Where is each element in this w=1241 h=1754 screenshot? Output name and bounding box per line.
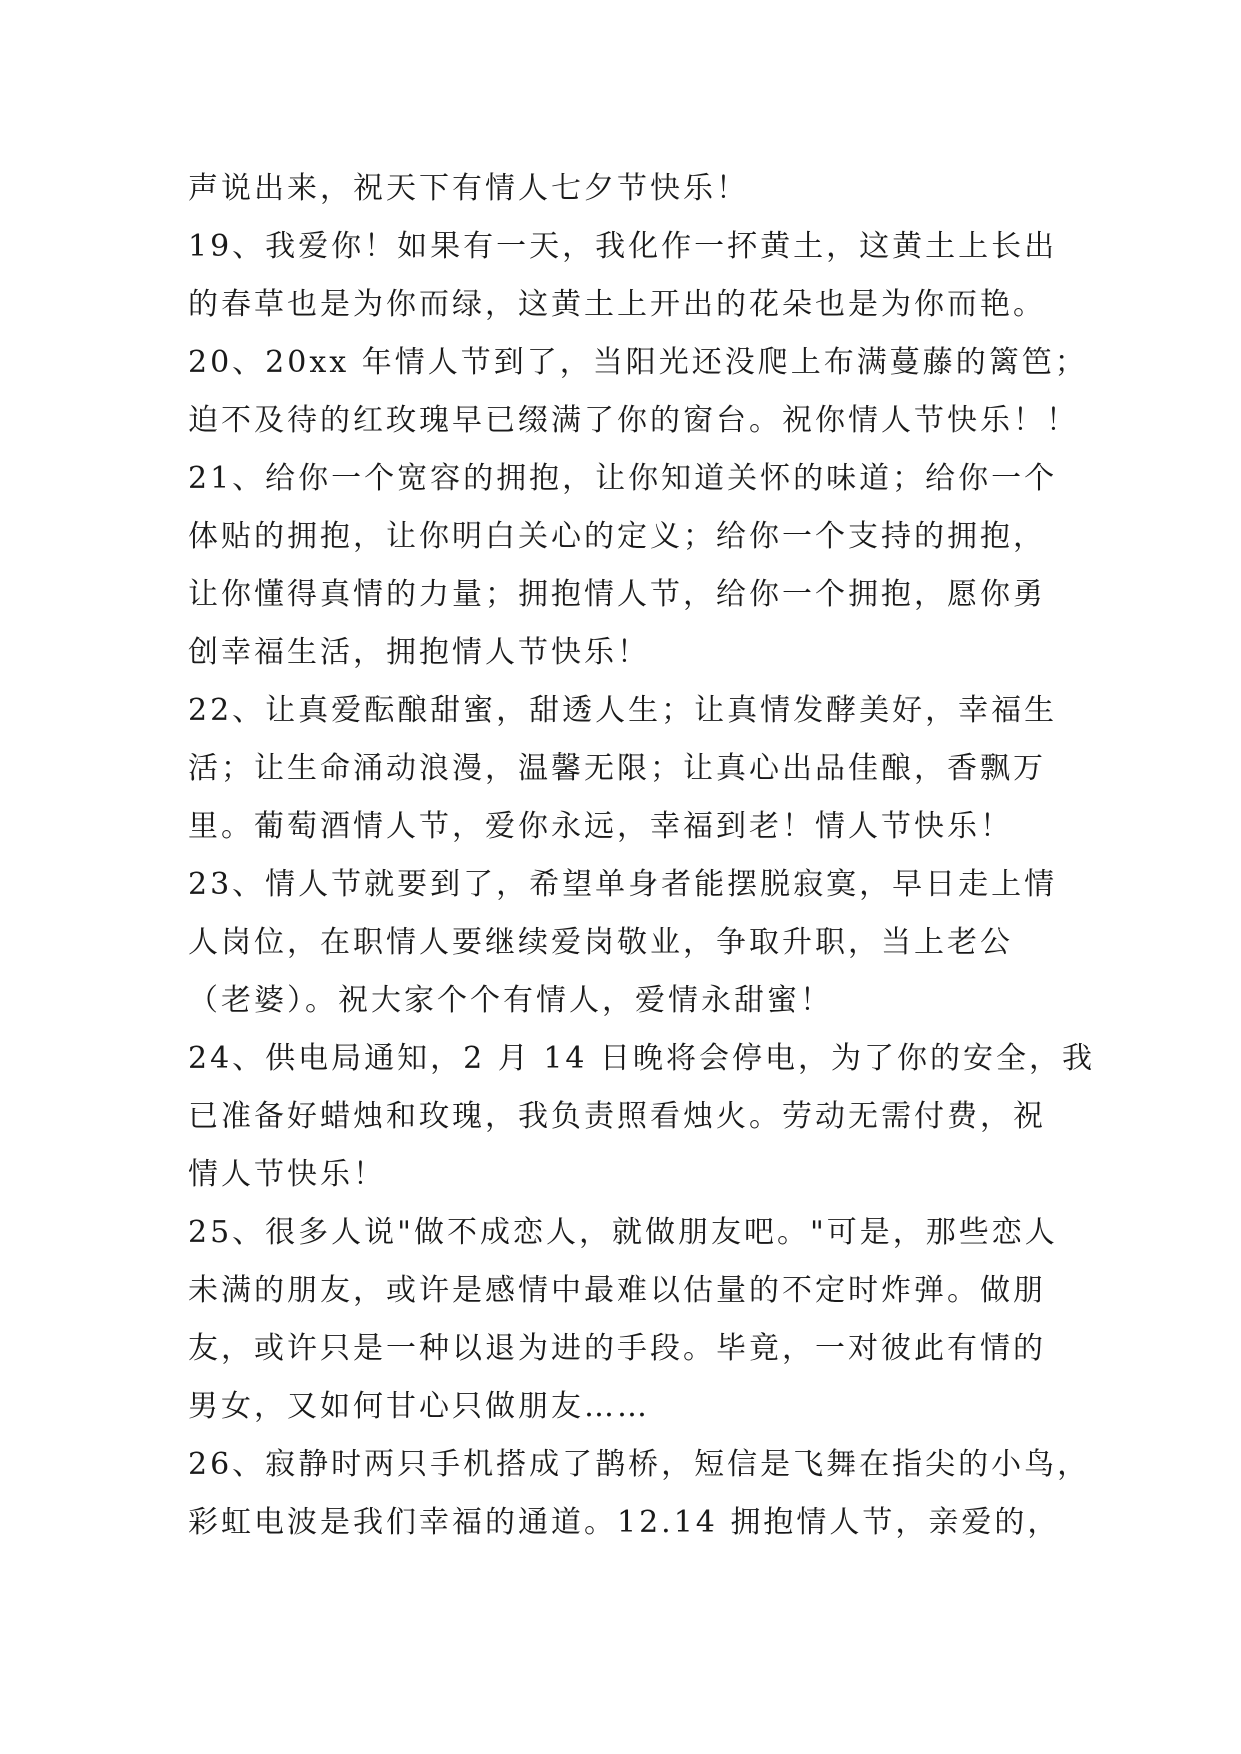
text-line: 未满的朋友，或许是感情中最难以估量的不定时炸弹。做朋: [188, 1273, 1046, 1308]
text-line: 情人节快乐！: [188, 1157, 386, 1192]
text-line: 24、供电局通知，2 月 14 日晚将会停电，为了你的安全，我: [188, 1041, 1096, 1076]
text-line: 体贴的拥抱，让你明白关心的定义；给你一个支持的拥抱，: [188, 519, 1046, 554]
text-line: 声说出来，祝天下有情人七夕节快乐！: [188, 171, 749, 206]
text-line: 迫不及待的红玫瑰早已缀满了你的窗台。祝你情人节快乐！！: [188, 403, 1079, 438]
text-line: 人岗位，在职情人要继续爱岗敬业，争取升职，当上老公: [188, 925, 1013, 960]
text-line: 19、我爱你！如果有一天，我化作一抔黄土，这黄土上长出: [188, 229, 1058, 264]
text-line: 创幸福生活，拥抱情人节快乐！: [188, 635, 650, 670]
document-text: [188, 160, 1096, 1552]
text-line: 已准备好蜡烛和玫瑰，我负责照看烛火。劳动无需付费，祝: [188, 1099, 1046, 1134]
text-line: 彩虹电波是我们幸福的通道。12.14 拥抱情人节，亲爱的，: [188, 1505, 1061, 1540]
text-line: 的春草也是为你而绿，这黄土上开出的花朵也是为你而艳。: [188, 287, 1046, 322]
text-line: （老婆）。祝大家个个有情人，爱情永甜蜜！: [188, 983, 833, 1018]
text-line: 26、寂静时两只手机搭成了鹊桥，短信是飞舞在指尖的小鸟，: [188, 1447, 1091, 1482]
text-line: 20、20xx 年情人节到了，当阳光还没爬上布满蔓藤的篱笆；: [188, 345, 1088, 380]
text-line: 21、给你一个宽容的拥抱，让你知道关怀的味道；给你一个: [188, 461, 1058, 496]
text-line: 友，或许只是一种以退为进的手段。毕竟，一对彼此有情的: [188, 1331, 1046, 1366]
text-line: 男女，又如何甘心只做朋友……: [188, 1389, 650, 1424]
text-line: 里。葡萄酒情人节，爱你永远，幸福到老！情人节快乐！: [188, 809, 1013, 844]
text-line: 让你懂得真情的力量；拥抱情人节，给你一个拥抱，愿你勇: [188, 577, 1046, 612]
text-line: 23、情人节就要到了，希望单身者能摆脱寂寞，早日走上情: [188, 867, 1058, 902]
text-line: 22、让真爱酝酿甜蜜，甜透人生；让真情发酵美好，幸福生: [188, 693, 1058, 728]
text-line: 活；让生命涌动浪漫，温馨无限；让真心出品佳酿，香飘万: [188, 751, 1046, 786]
text-line: 25、很多人说"做不成恋人，就做朋友吧。"可是，那些恋人: [188, 1215, 1058, 1250]
